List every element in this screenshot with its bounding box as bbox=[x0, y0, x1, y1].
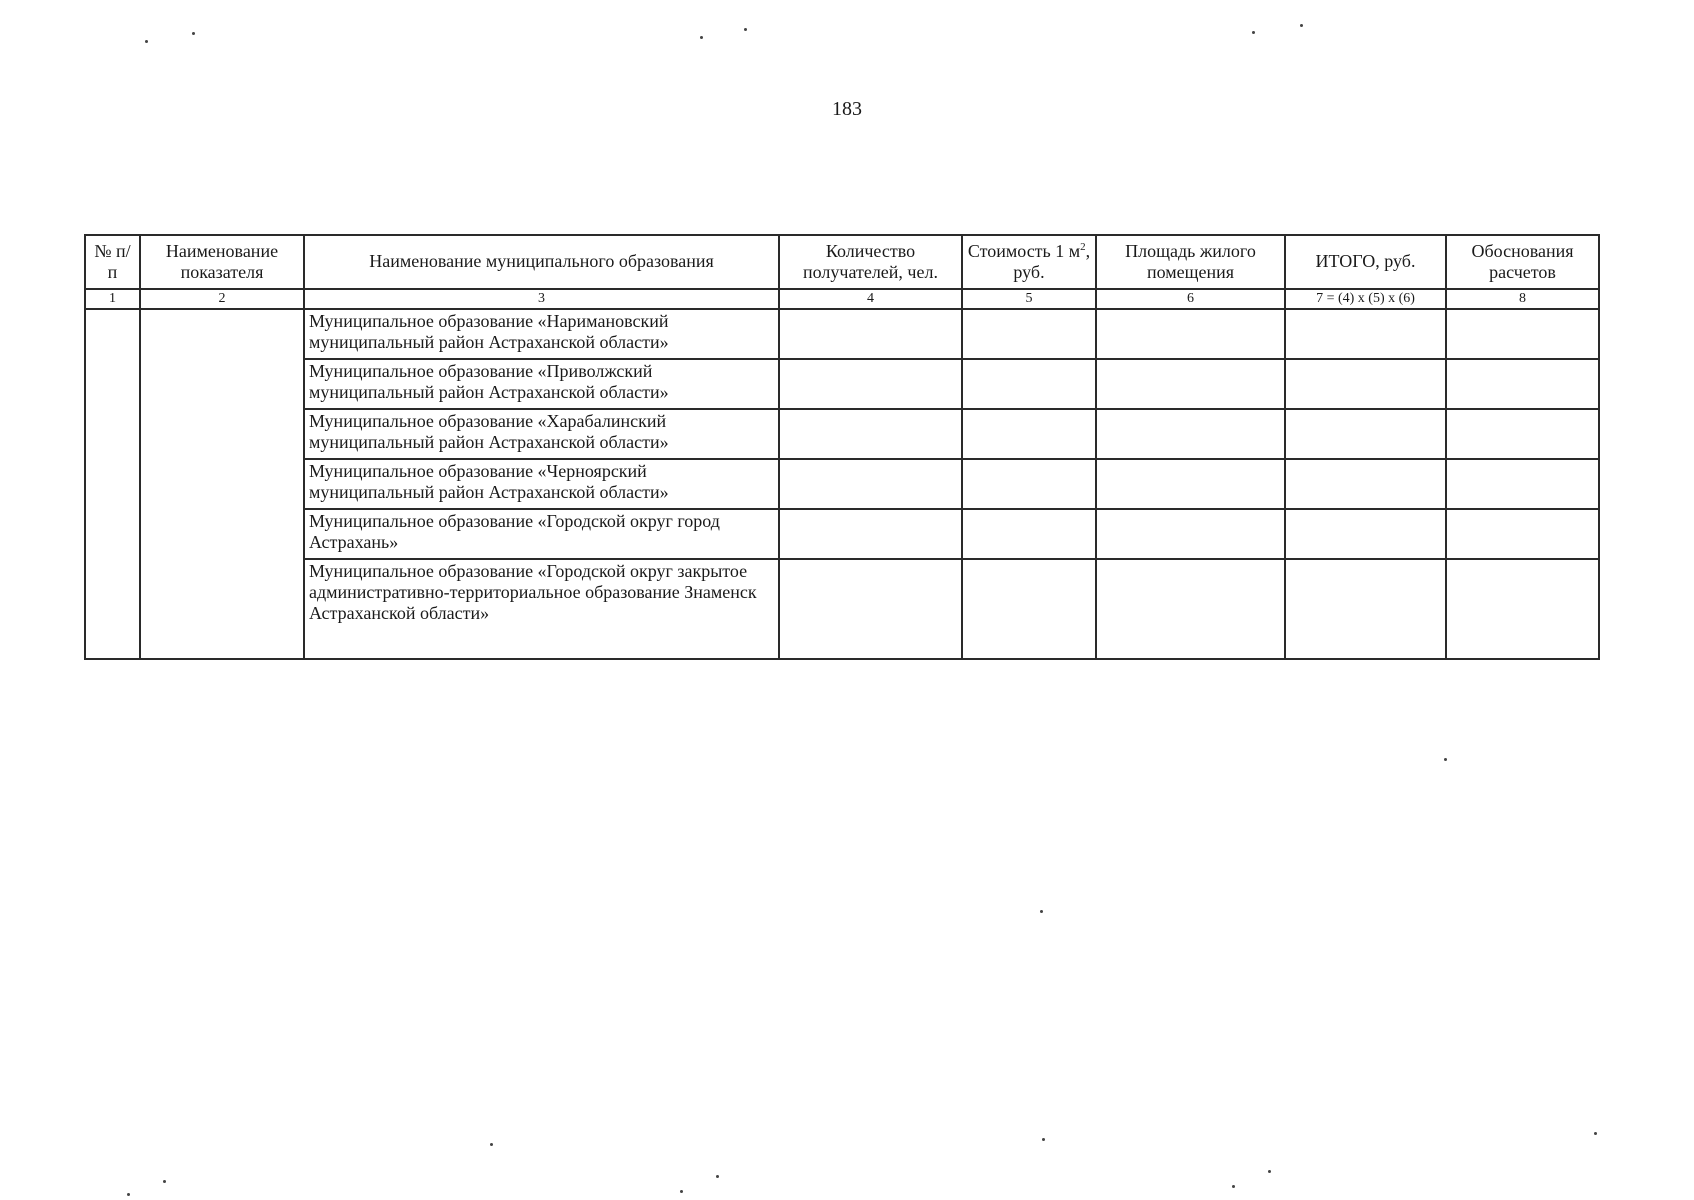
table-row bbox=[85, 559, 1599, 659]
scan-speck bbox=[1232, 1185, 1235, 1188]
indicator-cell-empty bbox=[140, 309, 304, 659]
cost-cell bbox=[962, 409, 1096, 459]
municipality-cell: Муниципальное образование «Городской округ закрытое административно-территориальное образование Знаменск Астраханской области» bbox=[304, 559, 779, 659]
total-cell bbox=[1285, 359, 1446, 409]
scan-speck bbox=[744, 28, 747, 31]
justification-cell bbox=[1446, 509, 1599, 559]
header-justification: Обоснования расчетов bbox=[1446, 235, 1599, 289]
header-cost-sup: 2 bbox=[1080, 240, 1086, 253]
total-cell bbox=[1285, 409, 1446, 459]
cost-cell bbox=[962, 359, 1096, 409]
municipality-cell: Муниципальное образование «Приволжский муниципальный район Астраханской области» bbox=[304, 359, 779, 409]
scan-speck bbox=[163, 1180, 166, 1183]
scan-speck bbox=[1042, 1138, 1045, 1141]
recipients-cell bbox=[779, 359, 962, 409]
header-recipients-count: Количество получателей, чел. bbox=[779, 235, 962, 289]
area-cell bbox=[1096, 409, 1285, 459]
justification-cell bbox=[1446, 459, 1599, 509]
total-cell bbox=[1285, 559, 1446, 659]
scan-speck bbox=[1594, 1132, 1597, 1135]
header-cost-per-sqm bbox=[962, 235, 1096, 289]
table-row bbox=[85, 359, 1599, 409]
number-cell-empty bbox=[85, 309, 140, 659]
header-municipality-name: Наименование муниципального образования bbox=[304, 235, 779, 289]
header-row bbox=[85, 235, 1599, 289]
recipients-cell bbox=[779, 509, 962, 559]
column-number: 8 bbox=[1446, 289, 1599, 309]
table-row bbox=[85, 309, 1599, 359]
area-cell bbox=[1096, 509, 1285, 559]
scan-speck bbox=[145, 40, 148, 43]
total-cell bbox=[1285, 309, 1446, 359]
header-cost-unit: , руб. bbox=[1013, 240, 1091, 282]
municipality-cell: Муниципальное образование «Наримановский муниципальный район Астраханской области» bbox=[304, 309, 779, 359]
page-number: 183 bbox=[832, 98, 862, 120]
header-living-area: Площадь жилого помещения bbox=[1096, 235, 1285, 289]
header-total: ИТОГО, руб. bbox=[1285, 235, 1446, 289]
justification-cell bbox=[1446, 409, 1599, 459]
column-number: 3 bbox=[304, 289, 779, 309]
municipality-cell: Муниципальное образование «Городской округ город Астрахань» bbox=[304, 509, 779, 559]
cost-cell bbox=[962, 459, 1096, 509]
scan-speck bbox=[1040, 910, 1043, 913]
scan-speck bbox=[127, 1193, 130, 1196]
recipients-cell bbox=[779, 559, 962, 659]
total-cell bbox=[1285, 459, 1446, 509]
scan-speck bbox=[1268, 1170, 1271, 1173]
justification-cell bbox=[1446, 559, 1599, 659]
scan-speck bbox=[192, 32, 195, 35]
justification-cell bbox=[1446, 309, 1599, 359]
area-cell bbox=[1096, 359, 1285, 409]
justification-cell bbox=[1446, 359, 1599, 409]
area-cell bbox=[1096, 559, 1285, 659]
scan-speck bbox=[1300, 24, 1303, 27]
cost-cell bbox=[962, 559, 1096, 659]
table-row bbox=[85, 409, 1599, 459]
scan-speck bbox=[490, 1143, 493, 1146]
area-cell bbox=[1096, 459, 1285, 509]
municipality-cell: Муниципальное образование «Черноярский муниципальный район Астраханской области» bbox=[304, 459, 779, 509]
scan-speck bbox=[1444, 758, 1447, 761]
data-table bbox=[84, 234, 1600, 660]
column-number: 5 bbox=[962, 289, 1096, 309]
column-number-row bbox=[85, 289, 1599, 309]
total-cell bbox=[1285, 509, 1446, 559]
table-row bbox=[85, 509, 1599, 559]
header-number: № п/п bbox=[85, 235, 140, 289]
column-number: 1 bbox=[85, 289, 140, 309]
header-indicator-name: Наименование показателя bbox=[140, 235, 304, 289]
column-number: 7 = (4) x (5) x (6) bbox=[1285, 289, 1446, 309]
scan-speck bbox=[680, 1190, 683, 1193]
scan-speck bbox=[1252, 31, 1255, 34]
column-number: 4 bbox=[779, 289, 962, 309]
column-number: 2 bbox=[140, 289, 304, 309]
header-cost-text: Стоимость 1 м bbox=[967, 240, 1081, 261]
recipients-cell bbox=[779, 409, 962, 459]
recipients-cell bbox=[779, 309, 962, 359]
scan-speck bbox=[700, 36, 703, 39]
cost-cell bbox=[962, 309, 1096, 359]
area-cell bbox=[1096, 309, 1285, 359]
scan-speck bbox=[716, 1175, 719, 1178]
table-row bbox=[85, 459, 1599, 509]
recipients-cell bbox=[779, 459, 962, 509]
cost-cell bbox=[962, 509, 1096, 559]
column-number: 6 bbox=[1096, 289, 1285, 309]
municipality-cell: Муниципальное образование «Харабалинский муниципальный район Астраханской области» bbox=[304, 409, 779, 459]
